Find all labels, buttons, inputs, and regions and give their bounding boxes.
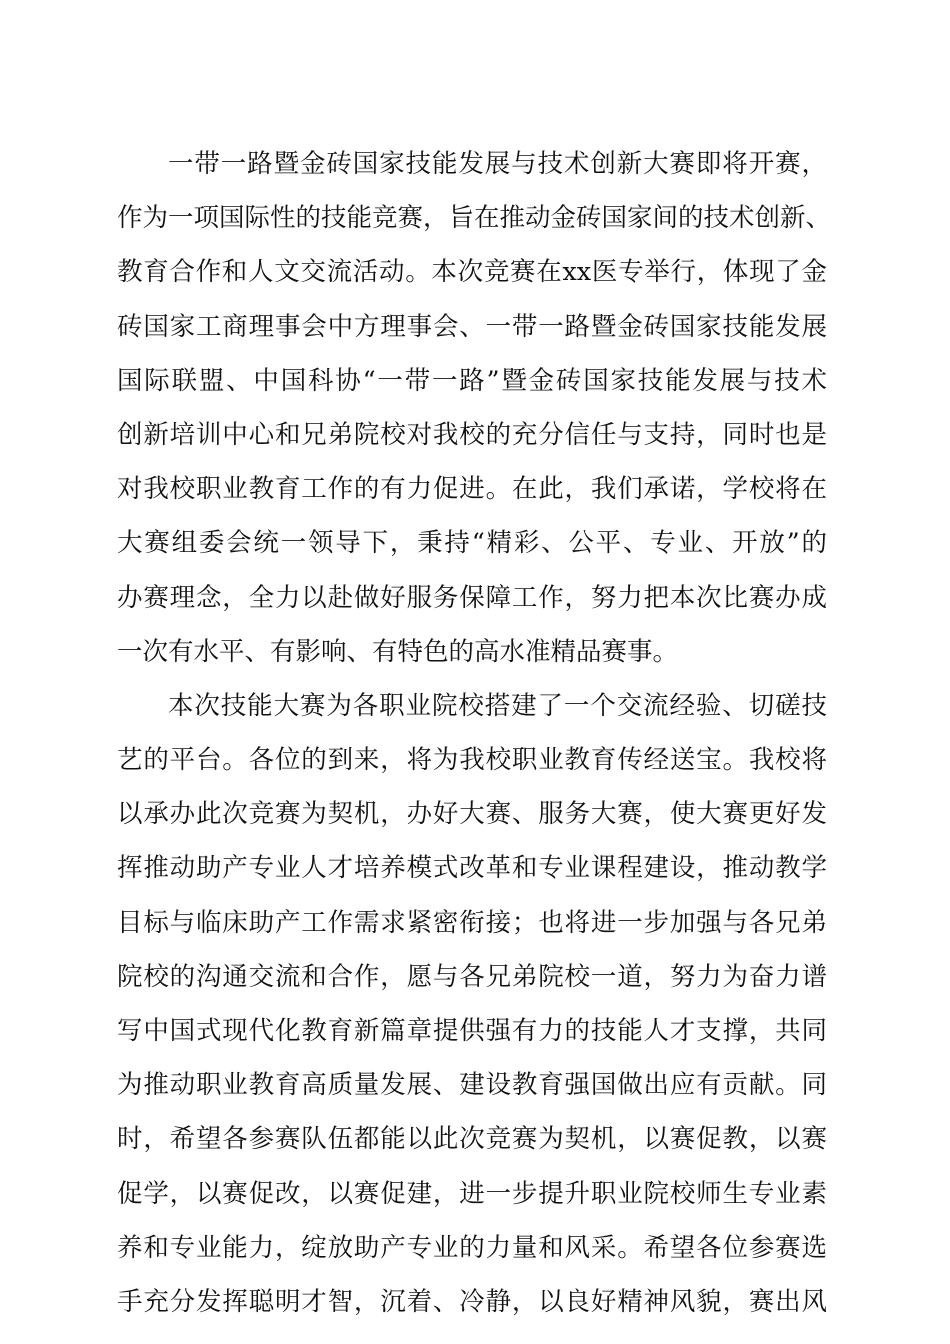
paragraph-line: 创新培训中心和兄弟院校对我校的充分信任与支持，同时也是 bbox=[117, 419, 827, 450]
paragraph-line: 艺的平台。各位的到来，将为我校职业教育传经送宝。我校将 bbox=[117, 745, 827, 776]
paragraph-line: 挥推动助产专业人才培养模式改革和专业课程建设，推动教学 bbox=[117, 853, 827, 884]
paragraph-line: 一带一路暨金砖国家技能发展与技术创新大赛即将开赛， bbox=[168, 149, 827, 179]
paragraph-line: 以承办此次竞赛为契机，办好大赛、服务大赛，使大赛更好发 bbox=[117, 799, 827, 830]
paragraph-line: 手充分发挥聪明才智，沉着、冷静，以良好精神风貌，赛出风 bbox=[117, 1286, 827, 1317]
paragraph-line: 国际联盟、中国科协“一带一路”暨金砖国家技能发展与技术 bbox=[117, 365, 827, 396]
paragraph-line: 为推动职业教育高质量发展、建设教育强国做出应有贡献。同 bbox=[117, 1070, 827, 1101]
paragraph-1 bbox=[117, 137, 832, 679]
paragraph-line: 本次技能大赛为各职业院校搭建了一个交流经验、切磋技 bbox=[168, 690, 827, 721]
paragraph-line: 写中国式现代化教育新篇章提供强有力的技能人才支撑，共同 bbox=[117, 1016, 827, 1046]
paragraph-line: 促学，以赛促改，以赛促建，进一步提升职业院校师生专业素 bbox=[117, 1178, 827, 1209]
paragraph-line: 一次有水平、有影响、有特色的高水准精品赛事。 bbox=[117, 636, 679, 667]
paragraph-2 bbox=[117, 679, 827, 1329]
paragraph-line: 大赛组委会统一领导下，秉持“精彩、公平、专业、开放”的 bbox=[117, 528, 827, 559]
paragraph-line: 院校的沟通交流和合作，愿与各兄弟院校一道，努力为奋力谱 bbox=[117, 961, 827, 992]
paragraph-line: 对我校职业教育工作的有力促进。在此，我们承诺，学校将在 bbox=[117, 474, 827, 505]
paragraph-line: 办赛理念，全力以赴做好服务保障工作，努力把本次比赛办成 bbox=[117, 582, 827, 613]
document-body bbox=[117, 137, 832, 1329]
paragraph-line: 目标与临床助产工作需求紧密衔接；也将进一步加强与各兄弟 bbox=[117, 907, 827, 938]
paragraph-line: 作为一项国际性的技能竞赛，旨在推动金砖国家间的技术创新、 bbox=[117, 203, 832, 234]
paragraph-line: 时，希望各参赛队伍都能以此次竞赛为契机，以赛促教，以赛 bbox=[117, 1124, 827, 1155]
paragraph-line: 砖国家工商理事会中方理事会、一带一路暨金砖国家技能发展 bbox=[117, 311, 827, 342]
paragraph-line: 教育合作和人文交流活动。本次竞赛在xx医专举行，体现了金 bbox=[117, 257, 827, 288]
paragraph-line: 养和专业能力，绽放助产专业的力量和风采。希望各位参赛选 bbox=[117, 1232, 827, 1263]
